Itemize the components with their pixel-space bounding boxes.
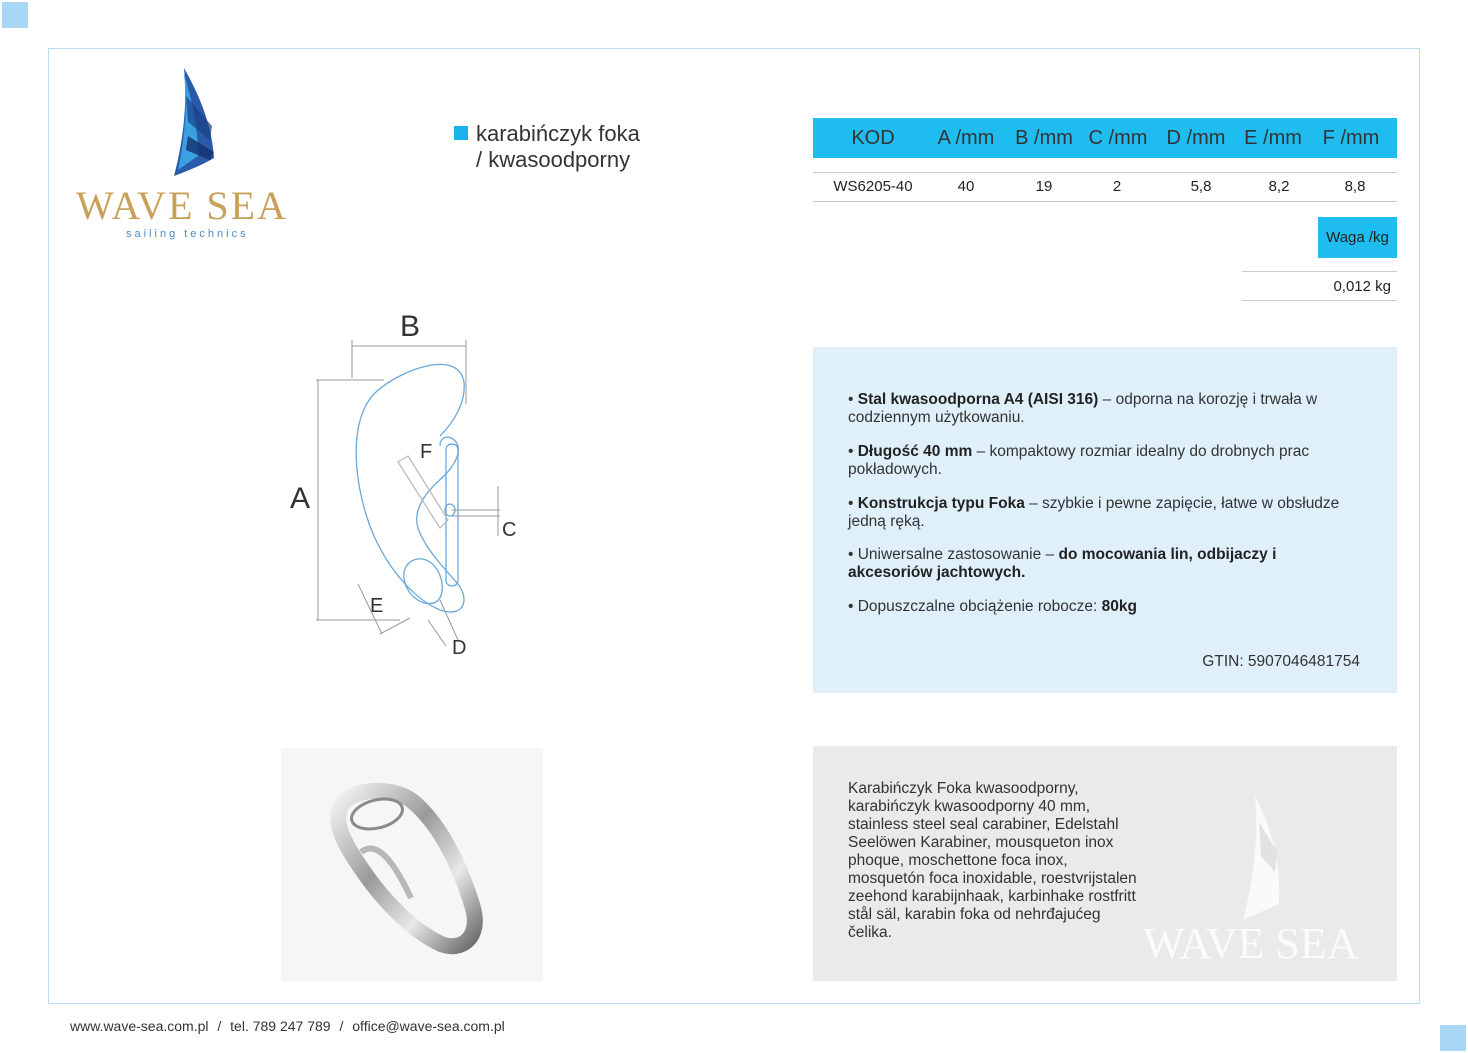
product-title: [476, 121, 640, 173]
corner-decoration-top-left: [2, 2, 28, 28]
spec-table-row: [813, 172, 1397, 202]
weight-row: [1242, 271, 1397, 301]
header-e: E /mm: [1244, 127, 1302, 149]
brand-tagline: sailing technics: [126, 228, 249, 240]
product-title-line2: / kwasoodporny: [476, 147, 631, 172]
carabiner-dimension-diagram: [280, 300, 530, 670]
multilingual-description-box: [813, 746, 1397, 981]
cell-kod: WS6205-40: [833, 178, 913, 195]
cell-d: 5,8: [1190, 178, 1212, 195]
feature-item-usage: • Uniwersalne zastosowanie – do mocowania lin, odbijaczy i akcesoriów jachtowych.: [848, 546, 1277, 581]
footer-separator: /: [217, 1018, 222, 1034]
footer-website-link[interactable]: www.wave-sea.com.pl: [70, 1018, 209, 1034]
header-b: B /mm: [1015, 127, 1073, 149]
dim-label-b: B: [400, 310, 421, 343]
sail-logo-icon: [160, 66, 220, 182]
weight-header: [1318, 217, 1397, 258]
cell-e: 8,2: [1268, 178, 1290, 195]
wave-sea-watermark-icon: [1143, 792, 1373, 966]
header-f: F /mm: [1322, 127, 1380, 149]
dim-label-f: F: [420, 441, 433, 463]
corner-decoration-bottom-right: [1440, 1025, 1466, 1051]
feature-item-load: • Dopuszczalne obciążenie robocze: 80kg: [848, 598, 1137, 615]
brand-name: WAVE SEA: [76, 183, 288, 228]
footer-contact: [70, 1018, 505, 1034]
carabiner-photo-icon: [281, 748, 543, 981]
cell-c: 2: [1112, 178, 1122, 195]
dim-label-e: E: [370, 595, 384, 617]
feature-item-material: • Stal kwasoodporna A4 (AISI 316) – odporna na korozję i trwała w codziennym użytkowaniu.: [848, 391, 1318, 426]
gtin-code: GTIN: 5907046481754: [1202, 653, 1360, 670]
footer-separator: /: [339, 1018, 344, 1034]
weight-header-label: Waga /kg: [1326, 229, 1389, 246]
feature-item-length: • Długość 40 mm – kompaktowy rozmiar idealny do drobnych prac pokładowych.: [848, 443, 1310, 478]
header-a: A /mm: [937, 127, 995, 149]
weight-value: 0,012 kg: [1333, 278, 1391, 295]
cell-b: 19: [1035, 178, 1053, 195]
header-kod: KOD: [851, 127, 895, 149]
product-photo: [281, 748, 543, 981]
footer-email-link[interactable]: office@wave-sea.com.pl: [352, 1018, 505, 1034]
dim-label-d: D: [452, 637, 467, 659]
cell-a: 40: [957, 178, 975, 195]
product-title-line1: karabińczyk foka: [476, 121, 640, 146]
header-c: C /mm: [1088, 127, 1148, 149]
dim-label-a: A: [290, 482, 311, 515]
watermark-brand-text: WAVE SEA: [1143, 919, 1359, 966]
footer-phone[interactable]: tel. 789 247 789: [230, 1018, 331, 1034]
multilingual-description: Karabińczyk Foka kwasoodporny, karabińczyk kwasoodporny 40 mm, stainless steel seal carabiner, Edelstahl Seelöwen Karabiner, mousqueton inox phoque, moschettone foca inox, mosquetón foca inoxidable, roestvrijstalen zeehond karabijnhaak, karbinhake rostfritt stål säl, karabin foka od nehrđajućeg čelika.: [848, 780, 1137, 941]
cell-f: 8,8: [1344, 178, 1366, 195]
spec-table-header: [813, 118, 1397, 158]
feature-item-construction: • Konstrukcja typu Foka – szybkie i pewne zapięcie, łatwe w obsłudze jedną ręką.: [848, 495, 1340, 530]
dim-label-c: C: [502, 519, 517, 541]
title-bullet-square: [454, 126, 468, 140]
header-d: D /mm: [1166, 127, 1226, 149]
features-box: [813, 347, 1397, 693]
